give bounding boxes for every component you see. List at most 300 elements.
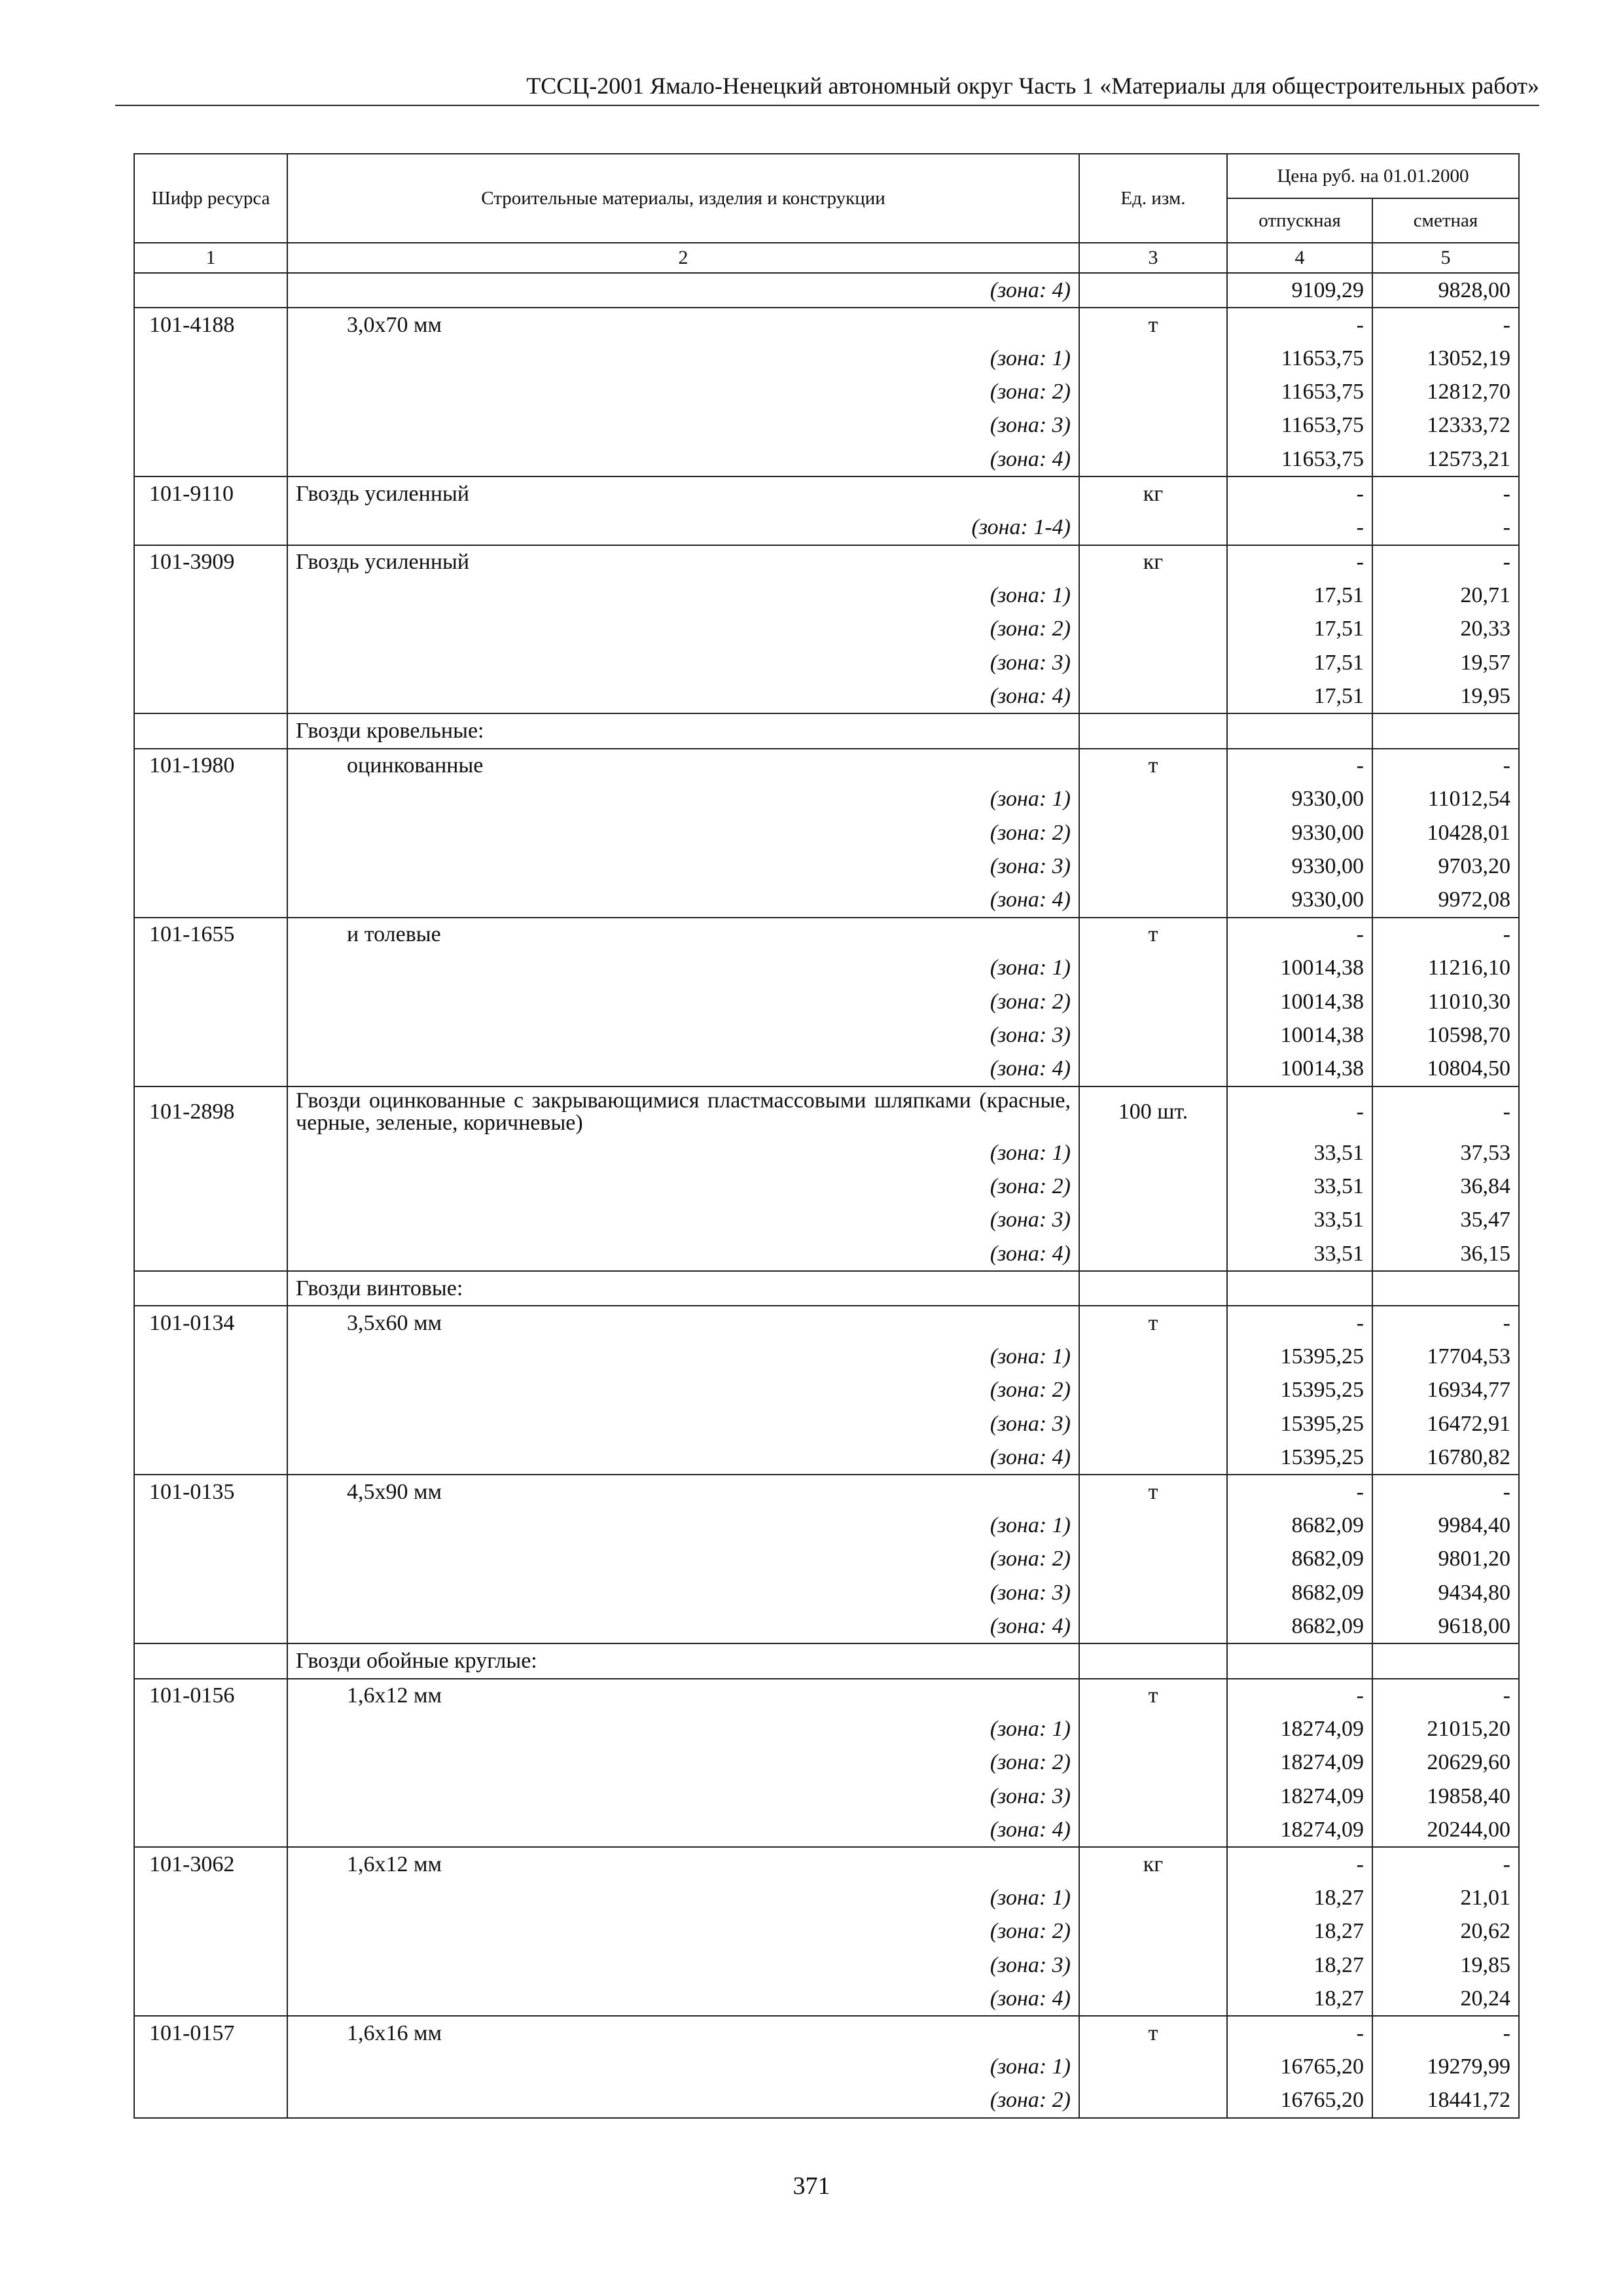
zone-label: (зона: 1) — [287, 1882, 1079, 1915]
unit — [1079, 376, 1227, 409]
resource-code — [134, 646, 287, 679]
estimate-price: - — [1372, 1086, 1519, 1137]
col-number: 1 — [134, 243, 287, 273]
estimate-price: 12333,72 — [1372, 409, 1519, 442]
estimate-price: 16780,82 — [1372, 1441, 1519, 1475]
zone-label: (зона: 2) — [287, 376, 1079, 409]
release-price: 15395,25 — [1227, 1340, 1372, 1374]
resource-code — [134, 1018, 287, 1052]
col-header-name: Строительные материалы, изделия и конструкции — [287, 154, 1079, 243]
zone-label: (зона: 4) — [287, 1441, 1079, 1475]
unit: кг — [1079, 1847, 1227, 1881]
resource-code — [134, 1237, 287, 1271]
resource-code — [134, 1982, 287, 2016]
running-header: ТССЦ-2001 Ямало-Ненецкий автономный округ Часть 1 «Материалы для общестроительных работ» — [526, 73, 1539, 99]
estimate-price — [1372, 1643, 1519, 1678]
unit: т — [1079, 1475, 1227, 1509]
release-price: - — [1227, 476, 1372, 511]
material-name: 1,6х12 мм — [287, 1847, 1079, 1881]
resource-code — [134, 1441, 287, 1475]
resource-code — [134, 1374, 287, 1407]
unit — [1079, 1882, 1227, 1915]
estimate-price: 18441,72 — [1372, 2084, 1519, 2118]
estimate-price: 36,15 — [1372, 1237, 1519, 1271]
resource-code: 101-0156 — [134, 1679, 287, 1713]
zone-label: (зона: 2) — [287, 1374, 1079, 1407]
resource-code — [134, 1271, 287, 1306]
material-row — [134, 1086, 1519, 1137]
estimate-price: 13052,19 — [1372, 342, 1519, 375]
estimate-price: 11216,10 — [1372, 952, 1519, 985]
release-price: 10014,38 — [1227, 1018, 1372, 1052]
release-price: 8682,09 — [1227, 1609, 1372, 1643]
release-price: - — [1227, 2016, 1372, 2050]
unit — [1079, 1746, 1227, 1780]
release-price: - — [1227, 1086, 1372, 1137]
release-price: 33,51 — [1227, 1137, 1372, 1170]
resource-code: 101-1980 — [134, 749, 287, 783]
resource-code — [134, 579, 287, 613]
zone-row — [134, 1441, 1519, 1475]
resource-code — [134, 1746, 287, 1780]
zone-label: (зона: 1) — [287, 342, 1079, 375]
zone-label: (зона: 2) — [287, 816, 1079, 850]
zone-row — [134, 1543, 1519, 1576]
zone-label: (зона: 4) — [287, 1237, 1079, 1271]
resource-code — [134, 1509, 287, 1543]
estimate-price: 9984,40 — [1372, 1509, 1519, 1543]
release-price: - — [1227, 1679, 1372, 1713]
resource-code — [134, 1915, 287, 1948]
release-price: 18,27 — [1227, 1915, 1372, 1948]
zone-row — [134, 2051, 1519, 2084]
estimate-price: 20,24 — [1372, 1982, 1519, 2016]
zone-row — [134, 679, 1519, 713]
estimate-price: 9618,00 — [1372, 1609, 1519, 1643]
release-price: 9330,00 — [1227, 816, 1372, 850]
resource-code — [134, 1813, 287, 1847]
estimate-price: - — [1372, 1306, 1519, 1340]
zone-label: (зона: 2) — [287, 1915, 1079, 1948]
zone-row — [134, 409, 1519, 442]
zone-label: (зона: 3) — [287, 1204, 1079, 1237]
release-price — [1227, 1271, 1372, 1306]
resource-code — [134, 2084, 287, 2118]
zone-label: (зона: 3) — [287, 1018, 1079, 1052]
material-row — [134, 308, 1519, 342]
unit — [1079, 679, 1227, 713]
zone-row — [134, 1882, 1519, 1915]
release-price: 18274,09 — [1227, 1780, 1372, 1813]
material-name: Гвозди оцинкованные с закрывающимися пластмассовыми шляпками (красные, черные, зеленые, коричневые) — [287, 1086, 1079, 1137]
zone-row — [134, 1713, 1519, 1746]
resource-code — [134, 883, 287, 917]
release-price: 17,51 — [1227, 646, 1372, 679]
zone-row — [134, 1948, 1519, 1982]
resource-code — [134, 1052, 287, 1086]
zone-row — [134, 1813, 1519, 1847]
resource-code — [134, 409, 287, 442]
resource-code: 101-3062 — [134, 1847, 287, 1881]
estimate-price: 9828,00 — [1372, 273, 1519, 308]
unit — [1079, 2084, 1227, 2118]
zone-row — [134, 1915, 1519, 1948]
zone-label: (зона: 3) — [287, 646, 1079, 679]
col-header-code: Шифр ресурса — [134, 154, 287, 243]
zone-row — [134, 850, 1519, 883]
zone-label: (зона: 4) — [287, 273, 1079, 308]
resource-code — [134, 376, 287, 409]
col-number: 4 — [1227, 243, 1372, 273]
material-row — [134, 918, 1519, 952]
unit — [1079, 1813, 1227, 1847]
zone-label: (зона: 1) — [287, 1713, 1079, 1746]
estimate-price: 19279,99 — [1372, 2051, 1519, 2084]
unit — [1079, 1137, 1227, 1170]
col-header-unit: Ед. изм. — [1079, 154, 1227, 243]
unit — [1079, 1170, 1227, 1204]
group-heading-row — [134, 1271, 1519, 1306]
zone-label: (зона: 2) — [287, 613, 1079, 646]
resource-code — [134, 679, 287, 713]
estimate-price: 16472,91 — [1372, 1407, 1519, 1441]
unit: т — [1079, 749, 1227, 783]
zone-row — [134, 783, 1519, 816]
estimate-price: 10804,50 — [1372, 1052, 1519, 1086]
release-price: 10014,38 — [1227, 1052, 1372, 1086]
estimate-price: - — [1372, 1679, 1519, 1713]
estimate-price: - — [1372, 511, 1519, 545]
col-number: 3 — [1079, 243, 1227, 273]
unit — [1079, 783, 1227, 816]
col-number: 2 — [287, 243, 1079, 273]
resource-code — [134, 1204, 287, 1237]
resource-code — [134, 1340, 287, 1374]
zone-label: (зона: 4) — [287, 1813, 1079, 1847]
resource-code: 101-0135 — [134, 1475, 287, 1509]
release-price: - — [1227, 308, 1372, 342]
material-row — [134, 476, 1519, 511]
resource-code — [134, 1576, 287, 1609]
unit: 100 шт. — [1079, 1086, 1227, 1137]
col-number: 5 — [1372, 243, 1519, 273]
estimate-price: - — [1372, 1847, 1519, 1881]
estimate-price: 36,84 — [1372, 1170, 1519, 1204]
unit: т — [1079, 2016, 1227, 2050]
release-price: 17,51 — [1227, 679, 1372, 713]
zone-row — [134, 952, 1519, 985]
release-price: 10014,38 — [1227, 952, 1372, 985]
unit — [1079, 646, 1227, 679]
release-price: 15395,25 — [1227, 1407, 1372, 1441]
resource-code — [134, 511, 287, 545]
release-price: 18274,09 — [1227, 1746, 1372, 1780]
unit — [1079, 1271, 1227, 1306]
unit — [1079, 342, 1227, 375]
zone-row — [134, 1170, 1519, 1204]
release-price: - — [1227, 1306, 1372, 1340]
zone-row — [134, 1340, 1519, 1374]
zone-label: (зона: 1) — [287, 2051, 1079, 2084]
resource-code — [134, 613, 287, 646]
material-name: Гвозди кровельные: — [287, 713, 1079, 748]
estimate-price: 20,33 — [1372, 613, 1519, 646]
zone-label: (зона: 1) — [287, 952, 1079, 985]
zone-row — [134, 1407, 1519, 1441]
zone-row — [134, 1746, 1519, 1780]
zone-label: (зона: 2) — [287, 985, 1079, 1018]
resource-code — [134, 713, 287, 748]
resource-code: 101-0157 — [134, 2016, 287, 2050]
release-price: 9330,00 — [1227, 850, 1372, 883]
estimate-price: 9972,08 — [1372, 883, 1519, 917]
release-price: - — [1227, 918, 1372, 952]
unit — [1079, 511, 1227, 545]
release-price: 18274,09 — [1227, 1813, 1372, 1847]
release-price: 18,27 — [1227, 1948, 1372, 1982]
zone-row — [134, 579, 1519, 613]
release-price: 10014,38 — [1227, 985, 1372, 1018]
unit — [1079, 1237, 1227, 1271]
resource-code: 101-2898 — [134, 1086, 287, 1137]
unit: т — [1079, 1679, 1227, 1713]
unit — [1079, 273, 1227, 308]
unit: т — [1079, 918, 1227, 952]
zone-label: (зона: 2) — [287, 2084, 1079, 2118]
release-price: 11653,75 — [1227, 442, 1372, 476]
resource-code — [134, 1170, 287, 1204]
unit — [1079, 442, 1227, 476]
col-header-price-group: Цена руб. на 01.01.2000 — [1227, 154, 1519, 198]
release-price: 15395,25 — [1227, 1441, 1372, 1475]
release-price: 9330,00 — [1227, 883, 1372, 917]
estimate-price: 17704,53 — [1372, 1340, 1519, 1374]
unit — [1079, 1204, 1227, 1237]
unit: т — [1079, 1306, 1227, 1340]
zone-label: (зона: 4) — [287, 1052, 1079, 1086]
estimate-price: 19,57 — [1372, 646, 1519, 679]
resource-code — [134, 850, 287, 883]
release-price: 33,51 — [1227, 1204, 1372, 1237]
release-price: 33,51 — [1227, 1170, 1372, 1204]
resource-code — [134, 1948, 287, 1982]
resource-code — [134, 1882, 287, 1915]
material-name: Гвоздь усиленный — [287, 476, 1079, 511]
zone-label: (зона: 3) — [287, 1780, 1079, 1813]
resource-code — [134, 1643, 287, 1678]
estimate-price: 37,53 — [1372, 1137, 1519, 1170]
estimate-price: 16934,77 — [1372, 1374, 1519, 1407]
release-price: - — [1227, 749, 1372, 783]
unit: кг — [1079, 476, 1227, 511]
estimate-price: 11012,54 — [1372, 783, 1519, 816]
unit — [1079, 713, 1227, 748]
zone-row — [134, 1780, 1519, 1813]
resource-code — [134, 816, 287, 850]
zone-label: (зона: 1) — [287, 783, 1079, 816]
material-row — [134, 545, 1519, 579]
release-price: 18274,09 — [1227, 1713, 1372, 1746]
estimate-price: 9434,80 — [1372, 1576, 1519, 1609]
material-name: 1,6х16 мм — [287, 2016, 1079, 2050]
unit — [1079, 1018, 1227, 1052]
zone-label: (зона: 1) — [287, 579, 1079, 613]
material-name: оцинкованные — [287, 749, 1079, 783]
material-name: Гвозди винтовые: — [287, 1271, 1079, 1306]
material-row — [134, 2016, 1519, 2050]
unit — [1079, 1780, 1227, 1813]
release-price: 18,27 — [1227, 1982, 1372, 2016]
estimate-price: - — [1372, 308, 1519, 342]
estimate-price: 19,85 — [1372, 1948, 1519, 1982]
zone-label: (зона: 3) — [287, 850, 1079, 883]
estimate-price: 35,47 — [1372, 1204, 1519, 1237]
unit — [1079, 1052, 1227, 1086]
resource-code — [134, 342, 287, 375]
estimate-price: 12573,21 — [1372, 442, 1519, 476]
estimate-price: 20244,00 — [1372, 1813, 1519, 1847]
zone-row — [134, 1374, 1519, 1407]
table-body — [134, 273, 1519, 2118]
resource-code — [134, 985, 287, 1018]
estimate-price: - — [1372, 476, 1519, 511]
zone-row — [134, 1018, 1519, 1052]
estimate-price: 10598,70 — [1372, 1018, 1519, 1052]
estimate-price: - — [1372, 1475, 1519, 1509]
unit — [1079, 1407, 1227, 1441]
unit — [1079, 1713, 1227, 1746]
zone-label: (зона: 3) — [287, 1948, 1079, 1982]
resource-code — [134, 952, 287, 985]
release-price: 8682,09 — [1227, 1509, 1372, 1543]
zone-row — [134, 1982, 1519, 2016]
release-price: 17,51 — [1227, 613, 1372, 646]
zone-row — [134, 2084, 1519, 2118]
estimate-price: 19858,40 — [1372, 1780, 1519, 1813]
estimate-price: - — [1372, 918, 1519, 952]
material-row — [134, 1847, 1519, 1881]
resource-code — [134, 1407, 287, 1441]
zone-label: (зона: 1) — [287, 1340, 1079, 1374]
zone-row — [134, 816, 1519, 850]
zone-label: (зона: 2) — [287, 1543, 1079, 1576]
release-price: 8682,09 — [1227, 1576, 1372, 1609]
material-row — [134, 1475, 1519, 1509]
unit — [1079, 952, 1227, 985]
estimate-price: 20629,60 — [1372, 1746, 1519, 1780]
unit — [1079, 816, 1227, 850]
zone-label: (зона: 2) — [287, 1170, 1079, 1204]
unit — [1079, 883, 1227, 917]
unit — [1079, 985, 1227, 1018]
group-heading-row — [134, 1643, 1519, 1678]
zone-label: (зона: 4) — [287, 679, 1079, 713]
zone-row — [134, 342, 1519, 375]
release-price: - — [1227, 545, 1372, 579]
price-table — [134, 153, 1520, 2119]
unit — [1079, 1609, 1227, 1643]
release-price — [1227, 713, 1372, 748]
zone-row — [134, 1576, 1519, 1609]
release-price: 9109,29 — [1227, 273, 1372, 308]
zone-label: (зона: 3) — [287, 1576, 1079, 1609]
release-price: 18,27 — [1227, 1882, 1372, 1915]
estimate-price — [1372, 1271, 1519, 1306]
material-name: 1,6х12 мм — [287, 1679, 1079, 1713]
unit — [1079, 1576, 1227, 1609]
col-header-estimate: сметная — [1372, 198, 1519, 243]
release-price — [1227, 1643, 1372, 1678]
estimate-price: 19,95 — [1372, 679, 1519, 713]
release-price: 11653,75 — [1227, 409, 1372, 442]
unit — [1079, 1340, 1227, 1374]
zone-row — [134, 1052, 1519, 1086]
zone-label: (зона: 4) — [287, 1982, 1079, 2016]
release-price: 11653,75 — [1227, 342, 1372, 375]
material-name: 3,5х60 мм — [287, 1306, 1079, 1340]
release-price: - — [1227, 1475, 1372, 1509]
unit — [1079, 1374, 1227, 1407]
group-heading-row — [134, 713, 1519, 748]
resource-code — [134, 1137, 287, 1170]
unit — [1079, 1543, 1227, 1576]
header-rule — [115, 105, 1539, 106]
unit: т — [1079, 308, 1227, 342]
estimate-price — [1372, 713, 1519, 748]
zone-label: (зона: 1) — [287, 1509, 1079, 1543]
zone-row — [134, 985, 1519, 1018]
resource-code: 101-9110 — [134, 476, 287, 511]
unit — [1079, 1441, 1227, 1475]
release-price: 9330,00 — [1227, 783, 1372, 816]
zone-label: (зона: 3) — [287, 1407, 1079, 1441]
unit — [1079, 409, 1227, 442]
col-header-release: отпускная — [1227, 198, 1372, 243]
zone-row — [134, 1509, 1519, 1543]
release-price: 11653,75 — [1227, 376, 1372, 409]
zone-row — [134, 613, 1519, 646]
material-row — [134, 749, 1519, 783]
material-name: Гвозди обойные круглые: — [287, 1643, 1079, 1678]
zone-row — [134, 1609, 1519, 1643]
unit — [1079, 1509, 1227, 1543]
material-name: Гвоздь усиленный — [287, 545, 1079, 579]
resource-code: 101-1655 — [134, 918, 287, 952]
estimate-price: 12812,70 — [1372, 376, 1519, 409]
unit — [1079, 1915, 1227, 1948]
resource-code — [134, 2051, 287, 2084]
zone-row — [134, 273, 1519, 308]
resource-code: 101-4188 — [134, 308, 287, 342]
zone-row — [134, 442, 1519, 476]
estimate-price: - — [1372, 545, 1519, 579]
release-price: 8682,09 — [1227, 1543, 1372, 1576]
zone-label: (зона: 1-4) — [287, 511, 1079, 545]
release-price: 33,51 — [1227, 1237, 1372, 1271]
resource-code — [134, 442, 287, 476]
zone-row — [134, 1137, 1519, 1170]
estimate-price: 21015,20 — [1372, 1713, 1519, 1746]
zone-row — [134, 646, 1519, 679]
material-row — [134, 1306, 1519, 1340]
unit — [1079, 613, 1227, 646]
estimate-price: 20,62 — [1372, 1915, 1519, 1948]
resource-code — [134, 1609, 287, 1643]
release-price: 17,51 — [1227, 579, 1372, 613]
estimate-price: - — [1372, 749, 1519, 783]
unit — [1079, 2051, 1227, 2084]
resource-code — [134, 1713, 287, 1746]
